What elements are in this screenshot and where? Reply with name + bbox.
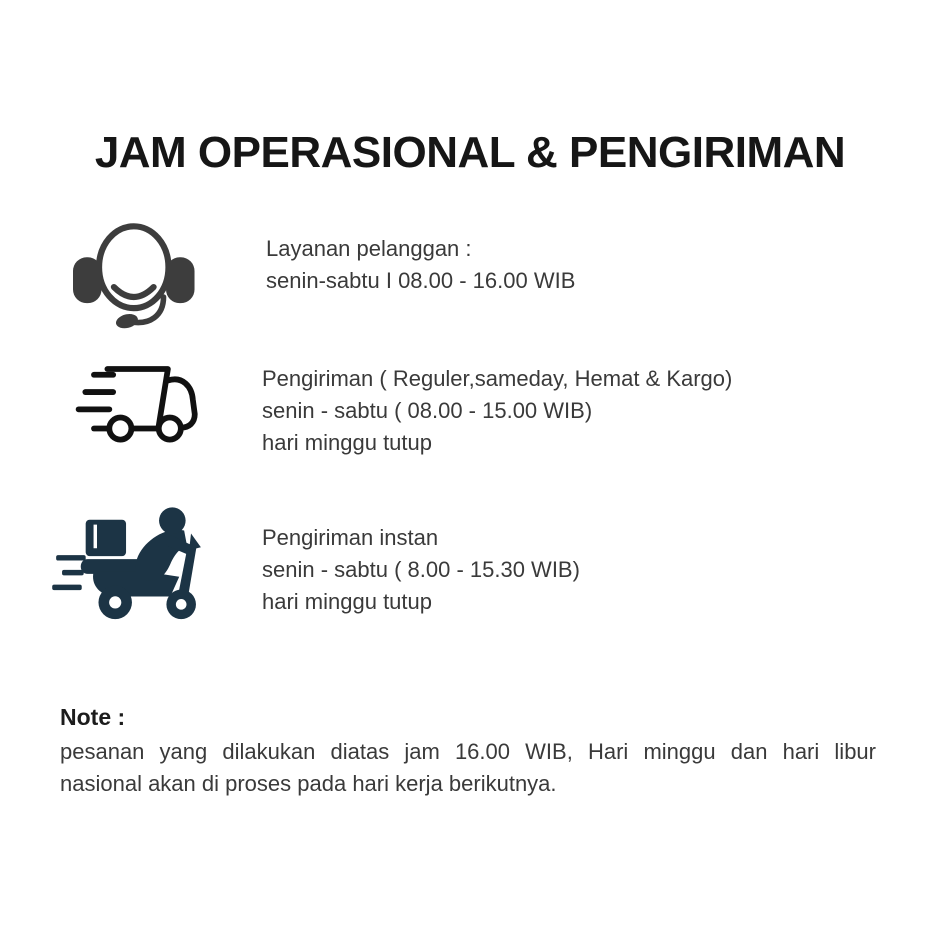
section-line: Pengiriman ( Reguler,sameday, Hemat & Kargo) — [262, 366, 733, 391]
section-line: hari minggu tutup — [262, 589, 432, 614]
note-section — [60, 701, 876, 800]
section-line: senin-sabtu I 08.00 - 16.00 WIB — [266, 268, 576, 293]
section-line: senin - sabtu ( 8.00 - 15.30 WIB) — [262, 557, 580, 582]
section-line: Layanan pelanggan : — [266, 236, 472, 261]
instant-shipping-section — [262, 522, 580, 618]
note-line: pesanan yang dilakukan diatas jam 16.00 WIB, Hari minggu dan hari libur — [60, 739, 876, 764]
section-line: senin - sabtu ( 08.00 - 15.00 WIB) — [262, 398, 593, 423]
delivery-scooter-icon — [50, 500, 208, 628]
headset-icon — [73, 219, 197, 339]
regular-shipping-section — [262, 363, 732, 459]
note-line: nasional akan di proses pada hari kerja berikutnya. — [60, 771, 557, 796]
customer-service-section — [266, 233, 575, 297]
section-line: Pengiriman instan — [262, 525, 439, 550]
note-heading: Note : — [60, 704, 126, 730]
section-line: hari minggu tutup — [262, 430, 432, 455]
delivery-truck-icon — [69, 358, 213, 453]
page-title: JAM OPERASIONAL & PENGIRIMAN — [94, 128, 846, 177]
